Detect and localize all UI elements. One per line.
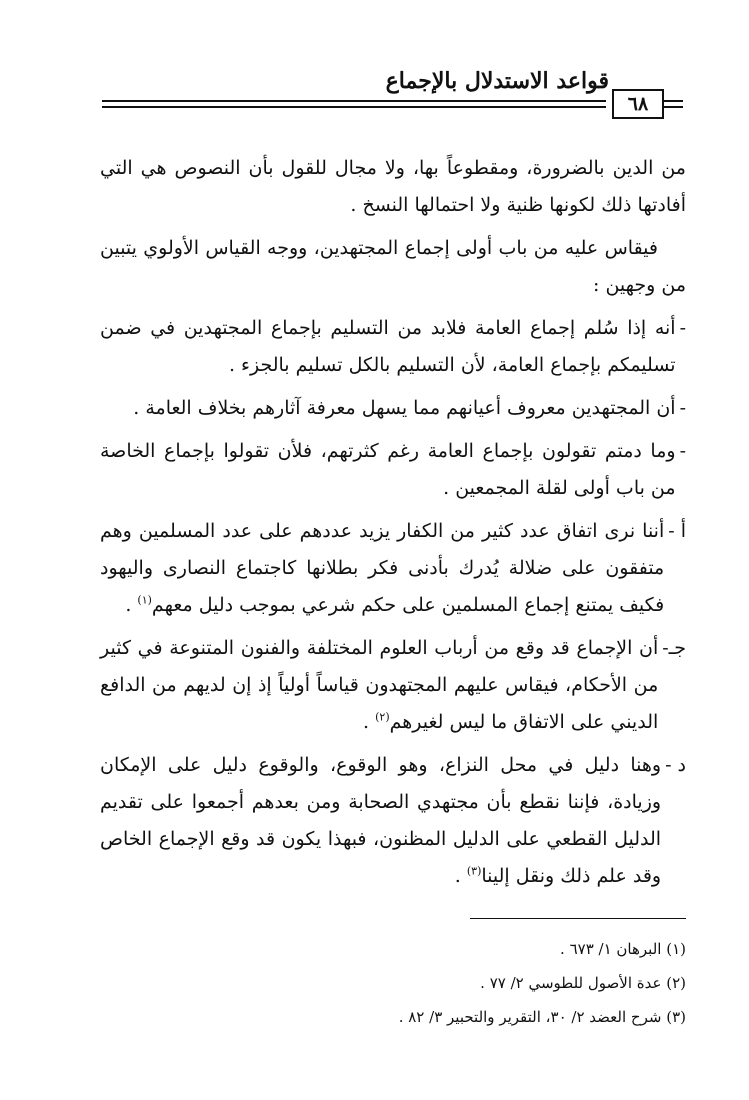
- list-item: [100, 310, 686, 384]
- footnote: (٢) عدة الأصول للطوسي ٢/ ٧٧ .: [480, 974, 686, 992]
- footnote-reference: (٢): [375, 710, 390, 724]
- list-item-text: وما دمتم تقولون بإجماع العامة رغم كثرتهم، فلأن تقولوا بإجماع الخاصة من باب أولى لقلة المجمعين .: [100, 440, 676, 499]
- footnotes: [100, 932, 686, 1034]
- list-marker: -: [679, 397, 686, 419]
- list-marker: جـ-: [662, 637, 686, 659]
- list-marker: د -: [665, 754, 686, 776]
- list-item-body: أننا نرى اتفاق عدد كثير من الكفار يزيد عددهم على عدد المسلمين وهم متفقون على ضلالة يُدرك بأدنى فكر بطلانها كاجتماع النصارى واليهود فكيف يمتنع إجماع المسلمين على حكم شرعي بموجب دليل معهم: [100, 520, 665, 616]
- header-rule: [102, 100, 606, 102]
- header-rule: [102, 106, 606, 108]
- list-item: [100, 513, 686, 624]
- list-item-text: [100, 630, 658, 741]
- list-item-text: أن المجتهدين معروف أعيانهم مما يسهل معرفة آثارهم بخلاف العامة .: [133, 397, 676, 419]
- running-header-title: قواعد الاستدلال بالإجماع: [385, 68, 609, 94]
- page-number: ٦٨: [612, 89, 664, 119]
- paragraph: فيقاس عليه من باب أولى إجماع المجتهدين، ووجه القياس الأولوي يتبين من وجهين :: [100, 237, 686, 296]
- main-text: [100, 150, 686, 901]
- list-marker: -: [679, 440, 686, 462]
- list-item-text: [100, 513, 664, 624]
- footnote: (١) البرهان ١/ ٦٧٣ .: [560, 940, 686, 958]
- header-rule: [663, 106, 683, 108]
- list-item: [100, 747, 686, 895]
- list-item: [100, 630, 686, 741]
- list-item: [100, 390, 686, 427]
- footnote-reference: (٣): [466, 864, 482, 878]
- list-item-tail: .: [125, 594, 138, 616]
- header-rule: [663, 100, 683, 102]
- list-item-text: أنه إذا سُلم إجماع العامة فلابد من التسليم بإجماع المجتهدين في ضمن تسليمكم بإجماع العامة، لأن التسليم بالكل تسليم بالجزء .: [100, 317, 676, 376]
- list-item-text: [100, 747, 661, 895]
- list-item-tail: .: [363, 711, 376, 733]
- footnote-separator: [470, 918, 686, 919]
- list-marker: -: [679, 317, 686, 339]
- footnote-reference: (١): [137, 593, 152, 607]
- list-item: [100, 433, 686, 507]
- paragraph: من الدين بالضرورة، ومقطوعاً بها، ولا مجال للقول بأن النصوص هي التي أفادتها ذلك لكونها ظنية ولا احتمالها النسخ .: [100, 157, 686, 216]
- list-item-tail: .: [454, 865, 467, 887]
- list-item-body: أن الإجماع قد وقع من أرباب العلوم المختلفة والفنون المتنوعة في كثير من الأحكام، فيقاس عليهم المجتهدون قياساً أولياً إذ إن لديهم من الدافع الديني على الاتفاق ما ليس لغيرهم: [100, 637, 659, 733]
- footnote: (٣) شرح العضد ٢/ ٣٠، التقرير والتحبير ٣/ ٨٢ .: [398, 1008, 686, 1026]
- list-item-body: وهنا دليل في محل النزاع، وهو الوقوع، والوقوع دليل على الإمكان وزيادة، فإننا نقطع بأن مجتهدي الصحابة ومن بعدهم أجمعوا على تقديم الدليل القطعي على الدليل المظنون، فبهذا يكون قد وقع الإجماع الخاص وقد علم ذلك ونقل إلينا: [100, 754, 662, 887]
- list-marker: أ -: [668, 520, 686, 542]
